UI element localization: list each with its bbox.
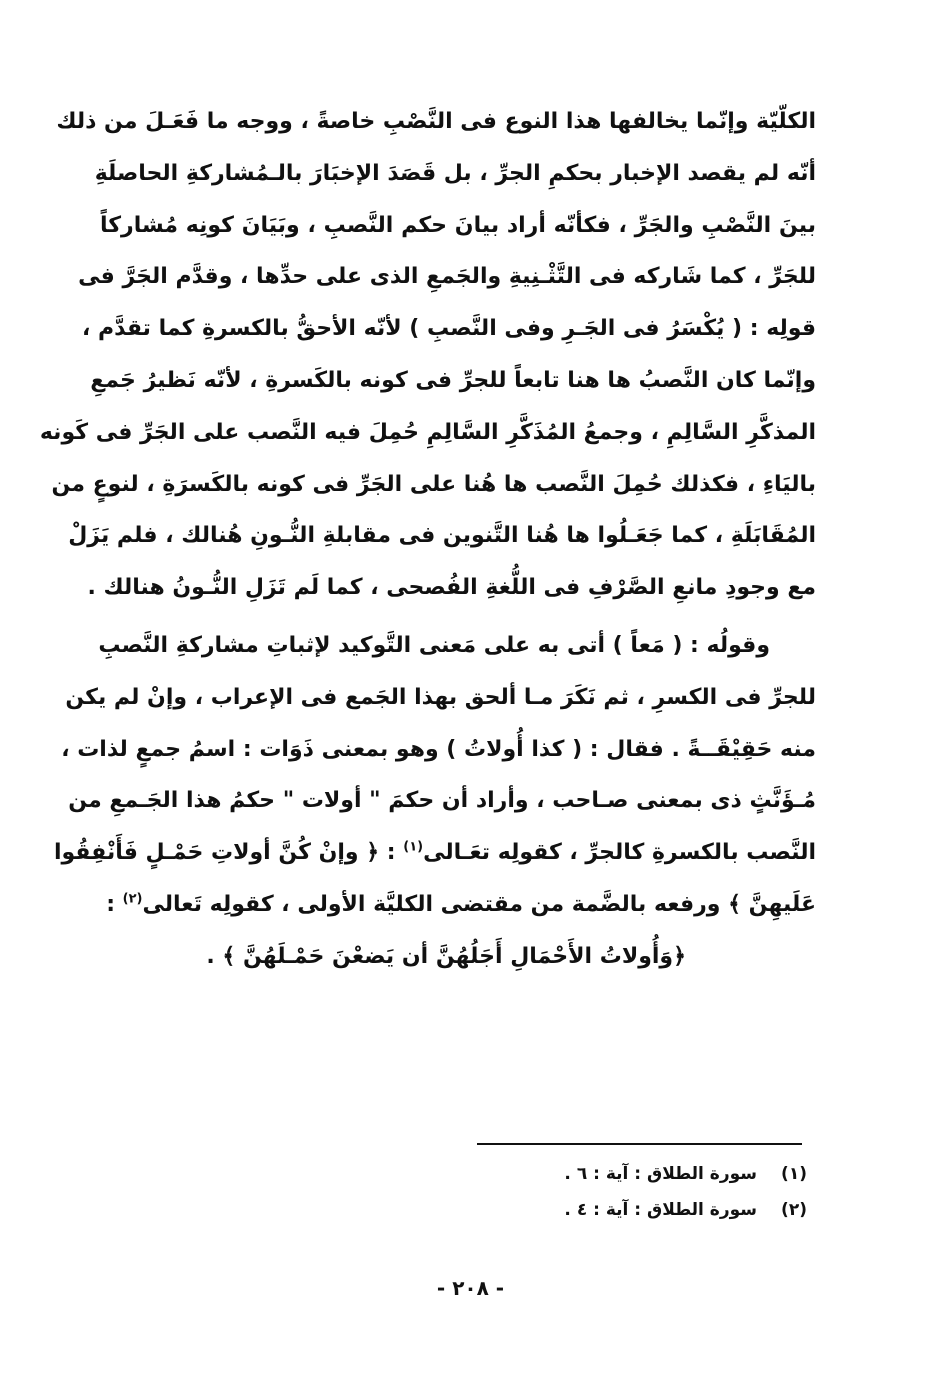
text-line: أنّه لم يقصد الإخبار بحكمِ الجرِّ ، بل قَصَدَ الإخبَارَ بالـمُشاركةِ الحاصلَةِ bbox=[94, 160, 816, 186]
line-text: : ﴿ وإنْ كُنَّ أولاتِ حَمْـلٍ فَأَنْفِقُوا bbox=[53, 840, 404, 866]
text-line-with-footnote bbox=[53, 827, 816, 879]
main-text bbox=[39, 96, 816, 983]
footnote-number: (١) bbox=[781, 1164, 807, 1184]
text-line: وقولُه : ( مَعاً ) أتى به على مَعنى التَّوكيد لإثباتِ مشاركةِ النَّصبِ bbox=[98, 632, 770, 658]
page-number: - ٢٠٨ - bbox=[436, 1276, 505, 1300]
text-line: المُقَابَلَةِ ، كما جَعَـلُوا ها هُنا التَّنوين فى مقابلةِ النُّـونِ هُنالك ، فلم يَزَلْ bbox=[68, 523, 816, 549]
text-line: باليَاءِ ، فكذلك حُمِلَ النَّصب ها هُنا على الجَرِّ فى كونه بالكَسرَةِ ، لنوعٍ من bbox=[51, 471, 816, 497]
text-line: للجَرِّ ، كما شَاركه فى التَّثْـنِيةِ والجَمعِ الذى على حدِّها ، وقدَّم الجَرَّ فى bbox=[78, 264, 816, 290]
footnote-text: سورة الطلاق : آية : ٤ . bbox=[564, 1200, 757, 1220]
footnote-item bbox=[477, 1156, 807, 1192]
text-line-with-footnote bbox=[100, 879, 816, 931]
footnote-text: سورة الطلاق : آية : ٦ . bbox=[564, 1164, 757, 1184]
text-line: المذكَّرِ السَّالِمِ ، وجمعُ المُذَكَّرِ السَّالِمِ حُمِلَ فيه النَّصب على الجَرِّ فى كَونه bbox=[39, 419, 816, 445]
footnote-separator bbox=[477, 1143, 802, 1145]
text-line: قولِه : ( يُكْسَرُ فى الجَـرِ وفى النَّصبِ ) لأنّه الأحقُّ بالكسرةِ كما تقدَّم ، bbox=[82, 316, 816, 342]
line-text: : bbox=[106, 891, 123, 917]
footnote-item bbox=[477, 1192, 807, 1228]
footnotes bbox=[477, 1156, 807, 1228]
text-line: وإنّما كان النَّصبُ ها هنا تابعاً للجرِّ فى كونه بالكَسرةِ ، لأنّه نَظيرُ جَمعِ bbox=[90, 367, 816, 393]
line-text: النَّصب بالكسرةِ كالجرِّ ، كقولِه تعَـالى bbox=[423, 840, 816, 866]
text-line: بينَ النَّصْبِ والجَرِّ ، فكأنّه أراد بيانَ حكم النَّصبِ ، وبَيَانَ كونِه مُشاركاً bbox=[100, 212, 816, 238]
footnote-marker: (١) bbox=[403, 839, 424, 855]
text-line: الكلّيّة وإنّما يخالفها هذا النوع فى النَّصْبِ خاصةً ، ووجه ما فَعَـلَ من ذلك bbox=[56, 109, 816, 134]
footnote-number: (٢) bbox=[781, 1200, 807, 1220]
line-text: عَلَيهِنَّ ﴾ ورفعه بالضَّمة من مقتضى الكليَّة الأولى ، كقولِه تَعالى bbox=[142, 891, 816, 917]
text-line: منه حَقِيْقَــةً . فقال : ( كذا أُولاتُ ) وهو بمعنى ذَوَات : اسمُ جمعٍ لذات ، bbox=[61, 736, 816, 762]
text-line: مُـؤَنَّثٍ ذى بمعنى صـاحب ، وأراد أن حكمَ " أولات " حكمُ هذا الجَـمعِ من bbox=[68, 788, 816, 814]
text-line: مع وجودِ مانعِ الصَّرْفِ فى اللُّغةِ الفُصحى ، كما لَم تَزَلِ النُّـونُ هنالك . bbox=[87, 575, 816, 601]
footnote-marker: (٢) bbox=[122, 891, 143, 907]
quran-verse: ﴿وَأُولاتُ الأَحْمَالِ أَجَلُهُنَّ أن يَضعْنَ حَمْـلَهُنَّ ﴾ . bbox=[206, 943, 686, 969]
text-line: للجرِّ فى الكسرِ ، ثم نَكَرَ مـا ألحق بهذا الجَمع فى الإعراب ، وإنْ لم يكن bbox=[65, 684, 816, 710]
